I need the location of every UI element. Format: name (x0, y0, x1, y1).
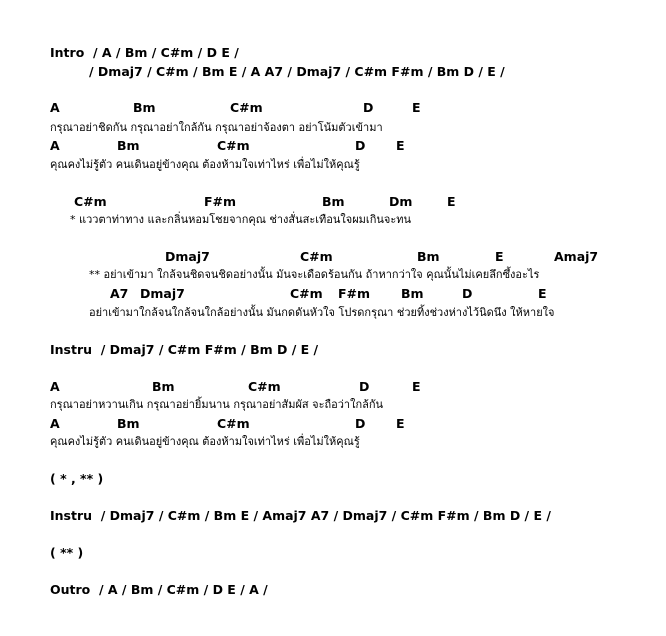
chorus-lyric-1: ** อย่าเข้ามา ใกล้จนชิดจนชิดอย่างนั้น มันจะเดือดร้อนกัน ถ้าหากว่าใจ คุณนั้นไม่เคยลึกซึ้งอะไร (89, 268, 540, 281)
chorus-lyric-2: อย่าเข้ามาใกล้จนใกล้จนใกล้อย่างนั้น มันกดดันหัวใจ โปรดกรุณา ช่วยทิ้งช่วงห่างไว้นิดนึง ให้หายใจ (89, 306, 555, 319)
chord: E (447, 194, 456, 209)
outro-line: Outro / A / Bm / C#m / D E / A / (50, 582, 268, 597)
chord: Dmaj7 (140, 286, 185, 301)
chord: E (412, 379, 421, 394)
chord: Bm (152, 379, 175, 394)
intro-line-2: / Dmaj7 / C#m / Bm E / A A7 / Dmaj7 / C#m F#m / Bm D / E / (89, 64, 505, 79)
chord: Bm (322, 194, 345, 209)
chord: C#m (74, 194, 107, 209)
chord: C#m (290, 286, 323, 301)
chord: D (355, 416, 366, 431)
chord: Bm (133, 100, 156, 115)
chord: E (396, 138, 405, 153)
chord: D (359, 379, 370, 394)
chord: E (412, 100, 421, 115)
chord: Bm (117, 138, 140, 153)
prechorus-lyric: * แววตาท่าทาง และกลิ่นหอมโชยจากคุณ ช่างสั่นสะเทือนใจผมเกินจะทน (70, 213, 411, 226)
verse2-lyric-2: คุณคงไม่รู้ตัว คนเดินอยู่ข้างคุณ ต้องห้ามใจเท่าไหร่ เพื่อไม่ให้คุณรู้ (50, 435, 360, 448)
chord: E (538, 286, 547, 301)
chord: Bm (117, 416, 140, 431)
chord: A (50, 100, 60, 115)
chord: Amaj7 (554, 249, 599, 264)
chord: D (462, 286, 473, 301)
instrumental-line-2: Instru / Dmaj7 / C#m / Bm E / Amaj7 A7 / Dmaj7 / C#m F#m / Bm D / E / (50, 508, 551, 523)
chord: F#m (204, 194, 237, 209)
chord: A7 (110, 286, 129, 301)
chord: D (355, 138, 366, 153)
verse1-lyric-1: กรุณาอย่าชิดกัน กรุณาอย่าใกล้กัน กรุณาอย่าจ้องตา อย่าโน้มตัวเข้ามา (50, 121, 383, 134)
chord: F#m (338, 286, 371, 301)
chord: Bm (417, 249, 440, 264)
chord: A (50, 379, 60, 394)
chord: E (495, 249, 504, 264)
repeat-marker-2: ( ** ) (50, 545, 84, 560)
chord: E (396, 416, 405, 431)
chord: Dmaj7 (165, 249, 210, 264)
chord: C#m (230, 100, 263, 115)
repeat-marker-1: ( * , ** ) (50, 471, 104, 486)
chord: A (50, 416, 60, 431)
chord: A (50, 138, 60, 153)
chord: C#m (300, 249, 333, 264)
intro-line-1: Intro / A / Bm / C#m / D E / (50, 45, 239, 60)
chord: C#m (217, 416, 250, 431)
instrumental-line-1: Instru / Dmaj7 / C#m F#m / Bm D / E / (50, 342, 319, 357)
verse1-lyric-2: คุณคงไม่รู้ตัว คนเดินอยู่ข้างคุณ ต้องห้ามใจเท่าไหร่ เพื่อไม่ให้คุณรู้ (50, 158, 360, 171)
chord: C#m (217, 138, 250, 153)
chord: Bm (401, 286, 424, 301)
verse2-lyric-1: กรุณาอย่าหวานเกิน กรุณาอย่ายิ้มนาน กรุณาอย่าสัมผัส จะถือว่าใกล้กัน (50, 398, 384, 411)
chord: Dm (389, 194, 413, 209)
chord: C#m (248, 379, 281, 394)
chord: D (363, 100, 374, 115)
